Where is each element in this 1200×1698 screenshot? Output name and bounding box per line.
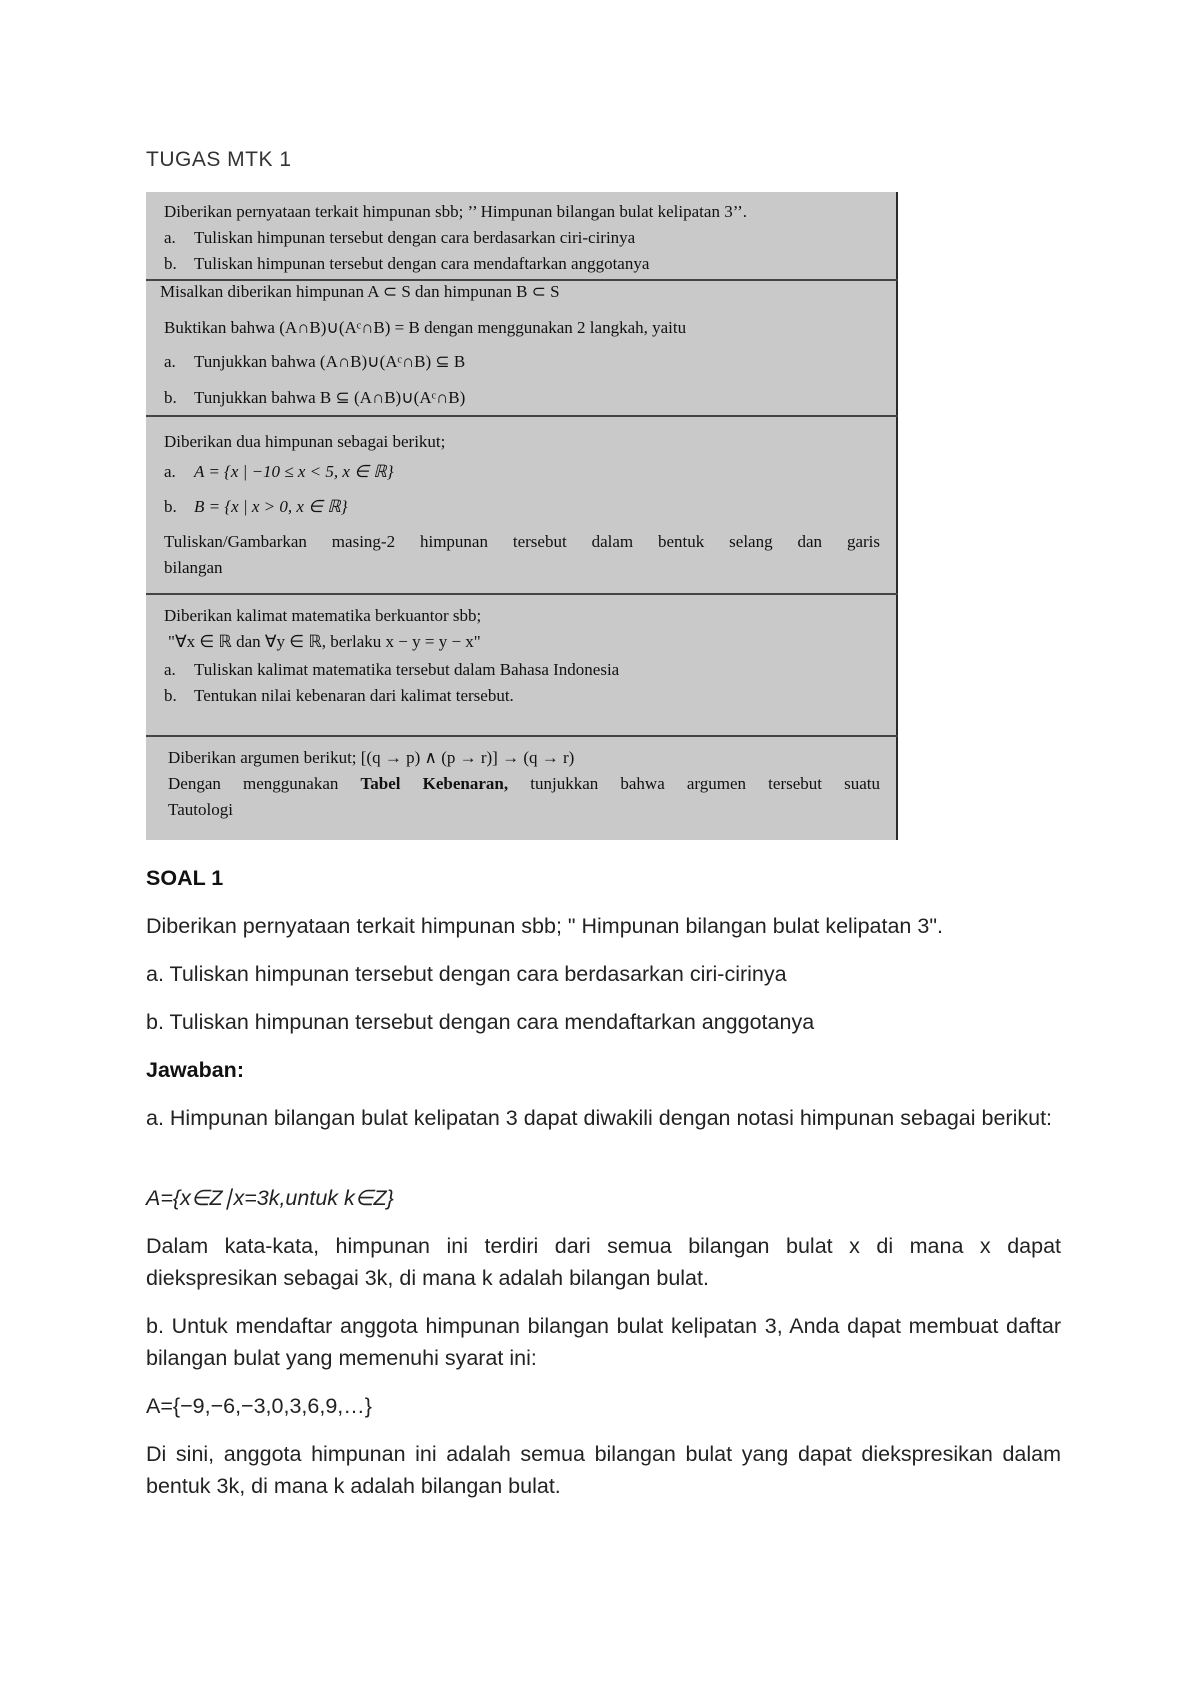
q5-instruction: Dengan menggunakan Tabel Kebenaran, tunjukkan bahwa argumen tersebut suatu — [168, 774, 880, 793]
q1-statement: Diberikan pernyataan terkait himpunan sbb; ’’ Himpunan bilangan bulat kelipatan 3’’. — [164, 202, 748, 221]
row-divider — [146, 279, 898, 281]
q4-item-a: a. Tuliskan kalimat matematika tersebut dalam Bahasa Indonesia — [164, 660, 620, 679]
row-divider — [146, 415, 898, 417]
answer-heading: Jawaban: — [146, 1058, 244, 1082]
soal1-statement: Diberikan pernyataan terkait himpunan sbb; " Himpunan bilangan bulat kelipatan 3". — [146, 914, 943, 938]
q3-item-a: a. A = {x | −10 ≤ x < 5, x ∈ ℝ} — [164, 462, 394, 481]
q2-premise: Misalkan diberikan himpunan A ⊂ S dan himpunan B ⊂ S — [160, 282, 560, 301]
q3-item-b: b. B = {x | x > 0, x ∈ ℝ} — [164, 497, 348, 516]
assignment-table-image — [146, 192, 898, 840]
q3-intro: Diberikan dua himpunan sebagai berikut; — [164, 432, 446, 451]
answer-a: a. Himpunan bilangan bulat kelipatan 3 dapat diwakili dengan notasi himpunan sebagai berikut: — [146, 1106, 1053, 1130]
q3-instruction-cont: bilangan — [164, 558, 223, 577]
table-border-right — [896, 192, 898, 840]
soal1-heading: SOAL 1 — [146, 866, 224, 890]
q4-intro: Diberikan kalimat matematika berkuantor sbb; — [164, 606, 482, 625]
row-divider — [146, 593, 898, 595]
q4-item-b: b. Tentukan nilai kebenaran dari kalimat tersebut. — [164, 686, 514, 705]
formula-set-builder: A={x∈Z∣x=3k,untuk k∈Z} — [146, 1186, 394, 1210]
document-title: TUGAS MTK 1 — [146, 148, 292, 171]
q5-instruction-cont: Tautologi — [168, 800, 233, 819]
q2-prove: Buktikan bahwa (A∩B)∪(Aᶜ∩B) = B dengan menggunakan 2 langkah, yaitu — [164, 318, 687, 337]
row-divider — [146, 735, 898, 737]
q1-item-a: a. Tuliskan himpunan tersebut dengan cara berdasarkan ciri-cirinya — [164, 228, 636, 247]
q2-item-b: b. Tunjukkan bahwa B ⊆ (A∩B)∪(Aᶜ∩B) — [164, 388, 466, 407]
q1-item-b: b. Tuliskan himpunan tersebut dengan cara mendaftarkan anggotanya — [164, 254, 650, 273]
soal1-item-b: b. Tuliskan himpunan tersebut dengan cara mendaftarkan anggotanya — [146, 1010, 815, 1034]
answer-b: b. Untuk mendaftar anggota himpunan bilangan bulat kelipatan 3, Anda dapat membuat daftar bilangan bulat yang memenuhi syarat ini: — [146, 1314, 1061, 1370]
q2-item-a: a. Tunjukkan bahwa (A∩B)∪(Aᶜ∩B) ⊆ B — [164, 352, 466, 371]
formula-roster: A={−9,−6,−3,0,3,6,9,…} — [146, 1394, 372, 1418]
q5-argument: Diberikan argumen berikut; [(q → p) ∧ (p → r)] → (q → r) — [168, 748, 575, 767]
q3-instruction: Tuliskan/Gambarkan masing-2 himpunan tersebut dalam bentuk selang dan garis — [164, 532, 880, 551]
soal1-item-a: a. Tuliskan himpunan tersebut dengan cara berdasarkan ciri-cirinya — [146, 962, 787, 986]
q4-sentence: "∀x ∈ ℝ dan ∀y ∈ ℝ, berlaku x − y = y − x" — [168, 632, 481, 651]
explanation-a: Dalam kata-kata, himpunan ini terdiri dari semua bilangan bulat x di mana x dapat diekspresikan sebagai 3k, di mana k adalah bilangan bulat. — [146, 1234, 1061, 1290]
explanation-b: Di sini, anggota himpunan ini adalah semua bilangan bulat yang dapat diekspresikan dalam bentuk 3k, di mana k adalah bilangan bulat. — [146, 1442, 1061, 1498]
